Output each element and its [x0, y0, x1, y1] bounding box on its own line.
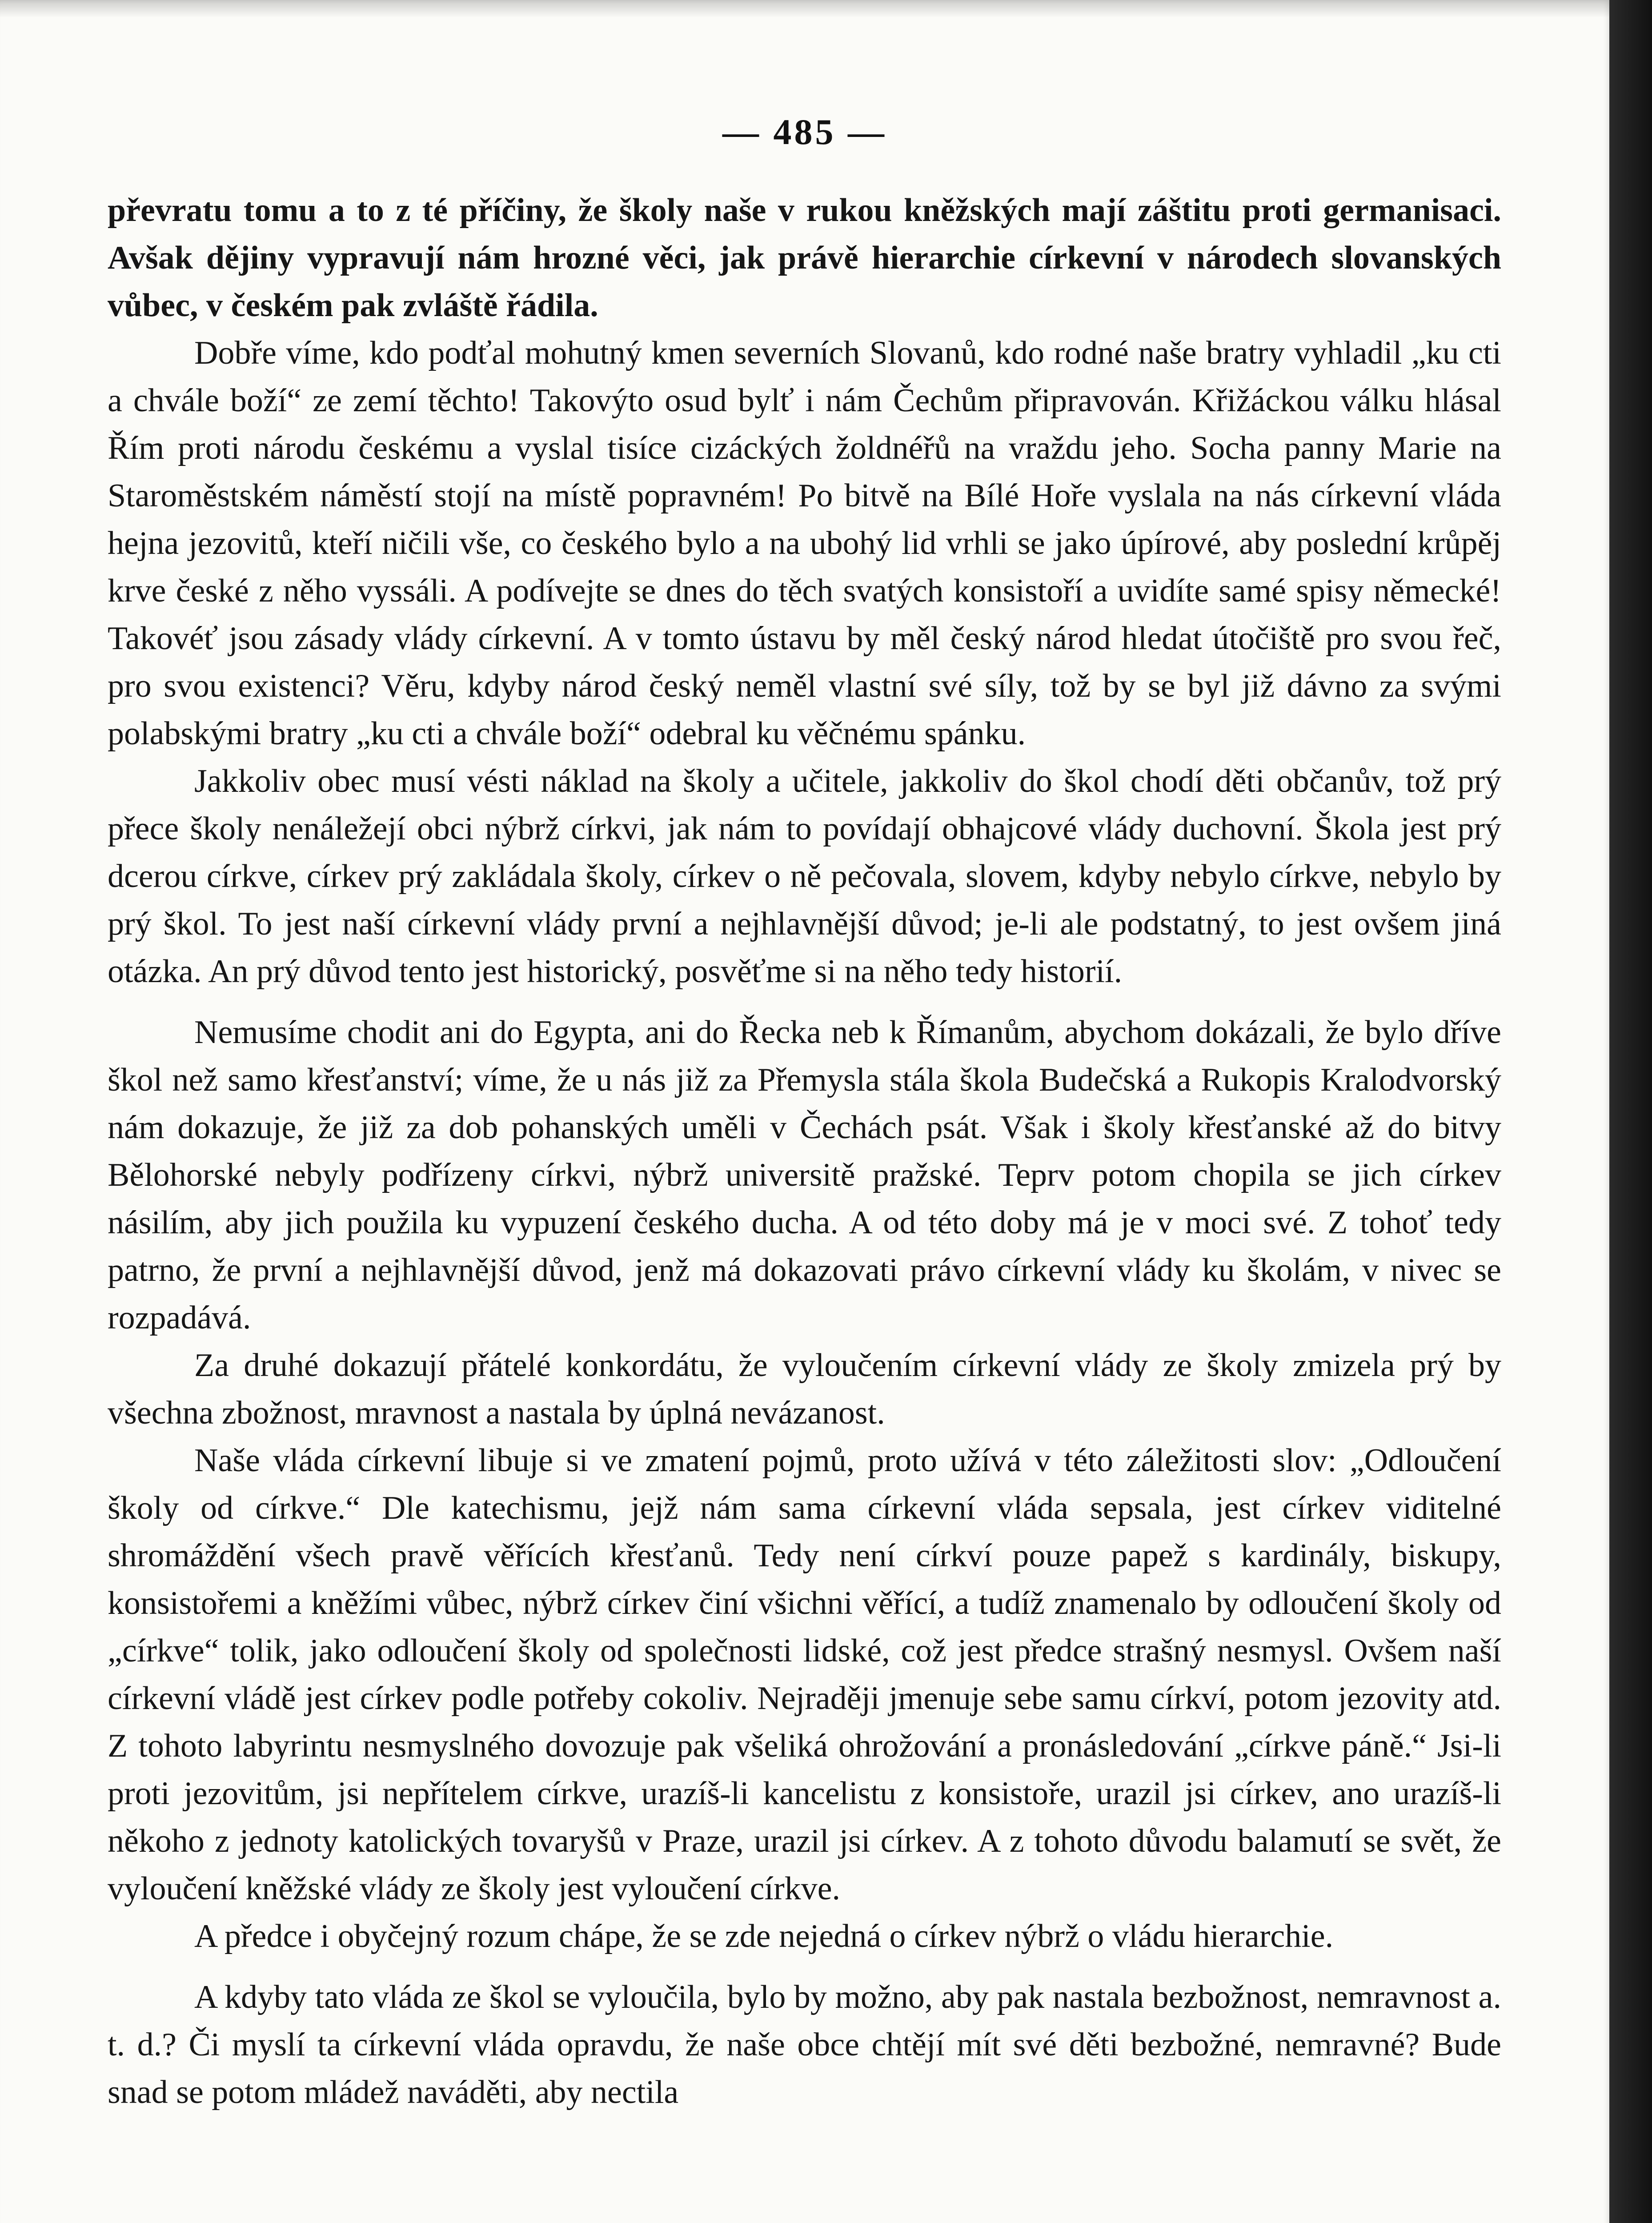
paragraph-7: A předce i obyčejný rozum chápe, že se zde nejedná o církev nýbrž o vládu hierarchie. [194, 1918, 1334, 1954]
paragraph-8: A kdyby tato vláda ze škol se vyloučila, bylo by možno, aby pak nastala bezbožnost, nemravnost a. t. d.? Či myslí ta církevní vláda opravdu, že naše obce chtějí mít své děti bezbožné, nemravné? Bude snad se potom mládež naváděti, aby nectila [108, 1979, 1501, 2111]
text-body [108, 187, 1501, 2116]
paragraph-3: Jakkoliv obec musí vésti náklad na školy a učitele, jakkoliv do škol chodí děti občanův, tož prý přece školy nenáležejí obci nýbrž církvi, jak nám to povídají obhajcové vlády duchovní. Škola jest prý dcerou církve, církev prý zakládala školy, církev o ně pečovala, slovem, kdyby nebylo církve, nebylo by prý škol. To jest naší církevní vlády první a nejhlavnější důvod; je-li ale podstatný, to jest ovšem jiná otázka. An prý důvod tento jest historický, posvěťme si na něho tedy historií. [108, 763, 1501, 990]
paragraph-6: Naše vláda církevní libuje si ve zmatení pojmů, proto užívá v této záležitosti slov: „Odloučení školy od církve.“ Dle katechismu, jejž nám sama církevní vláda sepsala, jest církev viditelné shromáždění všech pravě věřících křesťanů. Tedy není církví pouze papež s kardinály, biskupy, konsistořemi a kněžími vůbec, nýbrž církev činí všichni věřící, a tudíž znamenalo by odloučení školy od „církve“ tolik, jako odloučení školy od společnosti lidské, což jest předce strašný nesmysl. Ovšem naší církevní vládě jest církev podle potřeby cokoliv. Nejraději jmenuje sebe samu církví, potom jezovity atd. Z tohoto labyrintu nesmyslného dovozuje pak všeliká ohrožování a pronásledování „církve páně.“ Jsi-li proti jezovitům, jsi nepřítelem církve, urazíš-li kancelistu z konsistoře, urazil jsi církev, ano urazíš-li někoho z jednoty katolických tovaryšů v Praze, urazil jsi církev. A z tohoto důvodu balamutí se svět, že vyloučení kněžské vlády ze školy jest vyloučení církve. [108, 1442, 1501, 1907]
scan-right-edge [1609, 0, 1652, 2223]
page-number: — 485 — [722, 112, 887, 152]
page-top-shadow [0, 0, 1609, 18]
paragraph-2: Dobře víme, kdo podťal mohutný kmen severních Slovanů, kdo rodné naše bratry vyhladil „ku cti a chvále boží“ ze zemí těchto! Takovýto osud bylť i nám Čechům připravován. Křižáckou válku hlásal Řím proti národu českému a vyslal tisíce cizáckých žoldnéřů na vraždu jeho. Socha panny Marie na Staroměstském náměstí stojí na místě popravném! Po bitvě na Bílé Hoře vyslala na nás církevní vláda hejna jezovitů, kteří ničili vše, co českého bylo a na ubohý lid vrhli se jako úpírové, aby poslední krůpěj krve české z něho vyssáli. A podívejte se dnes do těch svatých konsistoří a uvidíte samé spisy německé! Takovéť jsou zásady vlády církevní. A v tomto ústavu by měl český národ hledat útočiště pro svou řeč, pro svou existenci? Věru, kdyby národ český neměl vlastní své síly, tož by se byl již dávno za svými polabskými bratry „ku cti a chvále boží“ odebral ku věčnému spánku. [108, 335, 1501, 752]
paragraph-4: Nemusíme chodit ani do Egypta, ani do Řecka neb k Římanům, abychom dokázali, že bylo dříve škol než samo křesťanství; víme, že u nás již za Přemysla stála škola Budečská a Rukopis Kralodvorský nám dokazuje, že již za dob pohanských uměli v Čechách psát. Však i školy křesťanské až do bitvy Bělohorské nebyly podřízeny církvi, nýbrž universitě pražské. Teprv potom chopila se jich církev násilím, aby jich použila ku vypuzení českého ducha. A od této doby má je v moci své. Z tohoť tedy patrno, že první a nejhlavnější důvod, jenž má dokazovati právo církevní vlády ku školám, v nivec se rozpadává. [108, 1014, 1501, 1336]
paragraph-1: převratu tomu a to z té příčiny, že školy naše v rukou kněžských mají záštitu proti germanisaci. Avšak dějiny vypravují nám hrozné věci, jak právě hierarchie církevní v národech slovanských vůbec, v českém pak zvláště řádila. [108, 192, 1501, 324]
paragraph-5: Za druhé dokazují přátelé konkordátu, že vyloučením církevní vlády ze školy zmizela prý by všechna zbožnost, mravnost a nastala by úplná nevázanost. [108, 1347, 1501, 1431]
